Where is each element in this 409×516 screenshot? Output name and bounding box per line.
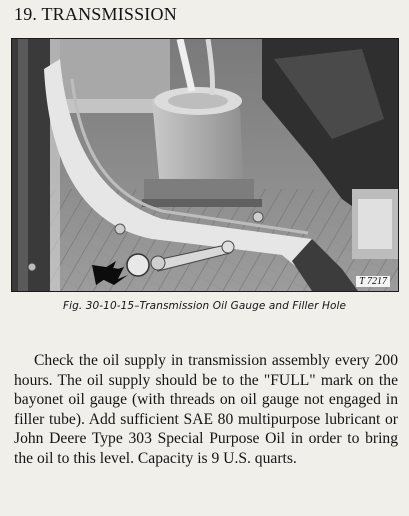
bolt <box>115 224 125 234</box>
figure-caption: Fig. 30-10-15–Transmission Oil Gauge and Filler Hole <box>62 300 347 312</box>
section-heading: 19. TRANSMISSION <box>14 4 177 24</box>
bolt <box>253 212 263 222</box>
photo-reference-code: T 7217 <box>356 276 390 287</box>
body-paragraph: Check the oil supply in transmission assembly every 200 hours. The oil supply should be to the "FULL" mark on the bayonet oil gauge (with threads on oil gauge not engaged in filler tube). Add sufficient SAE 80 multipurpose lubricant or John Deere Type 303 Special Purpose Oil in order to bring the oil to this level. Capacity is 9 U.S. quarts. <box>14 352 398 467</box>
filler-hole-cap <box>127 254 149 276</box>
transmission-photo <box>11 38 399 292</box>
bolt <box>28 263 36 271</box>
left-post <box>12 39 50 291</box>
